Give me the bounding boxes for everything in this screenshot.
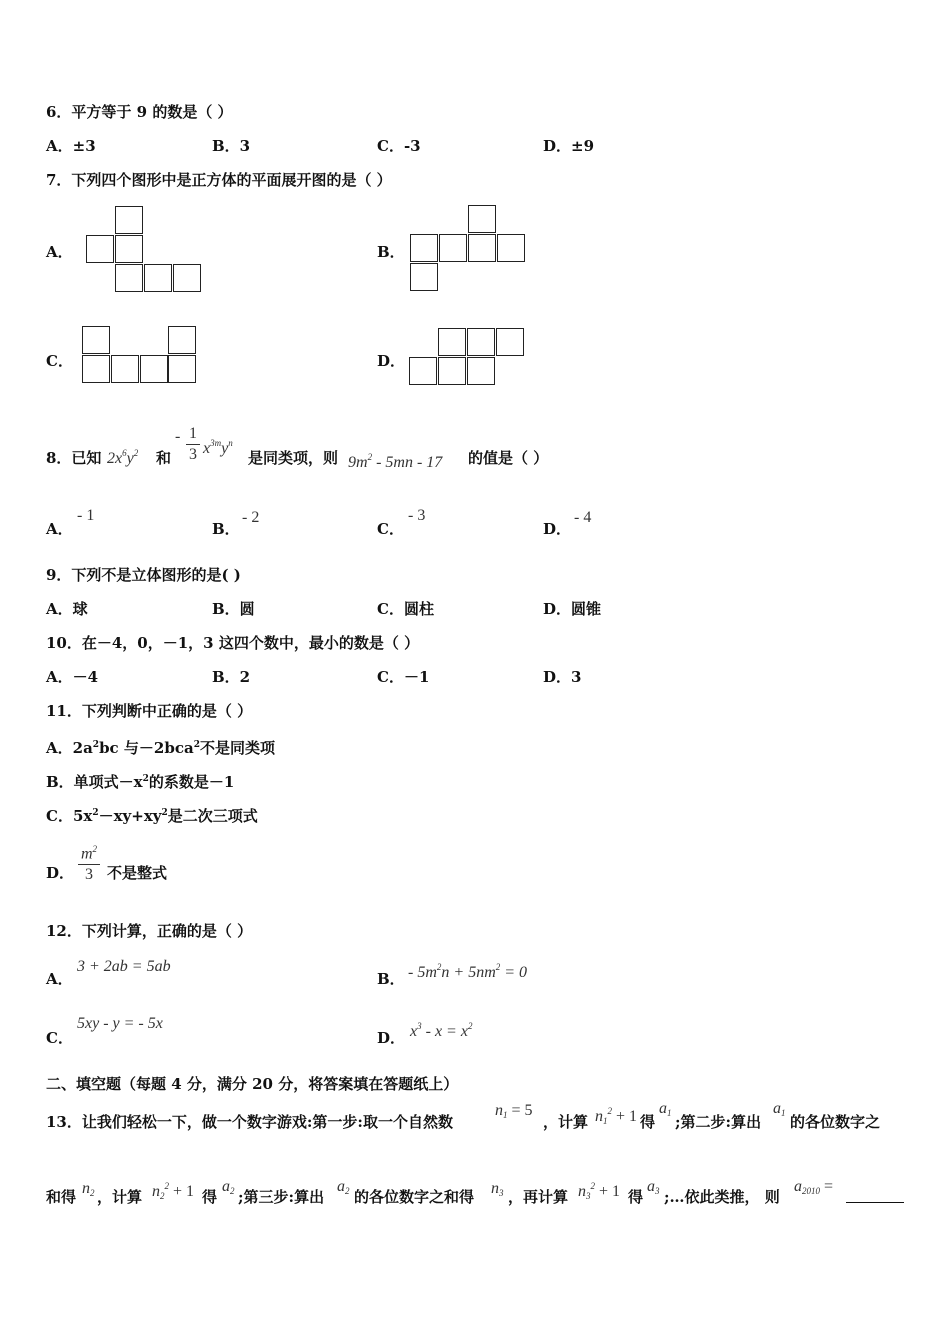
q13-a2-again: $a_2$	[337, 1178, 350, 1196]
q13-line1-e: 的各位数字之	[790, 1113, 881, 1131]
q9-stem: 9．下列不是立体图形的是( )	[46, 566, 241, 584]
q6-option-c: C．-3	[377, 137, 421, 155]
q11-option-b: B．单项式$-x^2$的系数是－1	[46, 773, 235, 791]
q13-line2-b: ，计算	[97, 1188, 143, 1206]
q7-label-c: C．	[46, 352, 73, 370]
q13-a2: $a_2$	[222, 1178, 235, 1196]
q13-line1-b: ，计算	[543, 1113, 589, 1131]
q8-value-a: - 1	[77, 507, 95, 524]
q13-a3: $a_3$	[647, 1178, 660, 1196]
q11-option-c: C．$5x^2-xy+xy^2$是二次三项式	[46, 807, 258, 825]
q13-a1-again: $a_1$	[773, 1100, 786, 1118]
q12-label-c: C．	[46, 1029, 73, 1047]
q7-label-d: D．	[377, 352, 406, 370]
q12-expr-a: 3 + 2ab = 5ab	[77, 958, 171, 975]
q6-stem: 6．平方等于 9 的数是（ ）	[46, 103, 233, 121]
q7-label-a: A．	[46, 243, 73, 261]
q8-label-b: B．	[212, 520, 240, 538]
q12-expr-b: - $5m^2n + 5nm^2 = 0$	[408, 962, 528, 981]
q8-value-d: - 4	[574, 509, 592, 526]
q9-option-d: D．圆锥	[543, 600, 602, 618]
q11-option-d-text: 不是整式	[107, 864, 168, 882]
q8-expression: $9m^2 - 5mn - 17$	[348, 452, 443, 471]
q12-expr-d: $x^3 - x = x^2$	[410, 1021, 473, 1040]
q13-n2: $n_2$	[82, 1180, 95, 1198]
q10-option-b: B．2	[212, 668, 251, 686]
q13-line2-f: ，再计算	[508, 1188, 569, 1206]
q8-suffix: 的值是（ ）	[468, 449, 549, 467]
q12-label-b: B．	[377, 970, 405, 988]
q13-line2-d: ;第三步:算出	[238, 1188, 325, 1206]
q13-line1-c: 得	[640, 1113, 656, 1131]
q8-and: 和	[156, 449, 172, 467]
q13-line1-d: ;第二步:算出	[675, 1113, 762, 1131]
q9-option-b: B．圆	[212, 600, 255, 618]
q6-option-d: D．±9	[543, 137, 595, 155]
q13-line2-c: 得	[202, 1188, 218, 1206]
q8-label-d: D．	[543, 520, 572, 538]
q13-a2010: $a_{2010}$ =	[794, 1178, 834, 1196]
q10-option-c: C．－1	[377, 668, 430, 686]
q13-calc2: $n_2^2 + 1$	[152, 1181, 195, 1201]
q13-line2-e: 的各位数字之和得	[354, 1188, 475, 1206]
q12-expr-c: 5xy - y = - 5x	[77, 1015, 163, 1032]
q12-stem: 12．下列计算，正确的是（ ）	[46, 922, 253, 940]
q8-term1: $2x^6y^2$	[107, 448, 139, 467]
q13-calc3: $n_3^2 + 1$	[578, 1181, 621, 1201]
q10-stem: 10．在－4，0，－1，3 这四个数中，最小的数是（ ）	[46, 634, 420, 652]
q7-stem: 7．下列四个图形中是正方体的平面展开图的是（ ）	[46, 171, 392, 189]
q9-option-a: A．球	[46, 600, 88, 618]
q13-line2-g: 得	[628, 1188, 644, 1206]
q8-label-c: C．	[377, 520, 404, 538]
q13-n3: $n_3$	[491, 1180, 504, 1198]
q8-middle: 是同类项，则	[248, 449, 339, 467]
q13-calc1: $n_1^2 + 1$	[595, 1106, 638, 1126]
q13-line1-a: 13．让我们轻松一下，做一个数字游戏:第一步:取一个自然数	[46, 1113, 453, 1131]
q6-option-b: B．3	[212, 137, 251, 155]
q13-n1: $n_1 = 5$	[495, 1102, 533, 1120]
q6-option-a: A．±3	[46, 137, 96, 155]
q11-option-d-label: D．	[46, 864, 75, 882]
q10-option-d: D．3	[543, 668, 582, 686]
q13-answer-blank[interactable]	[846, 1201, 904, 1203]
q8-term2-sign: -	[175, 428, 181, 445]
q8-prefix: 8．已知	[46, 449, 102, 467]
q12-label-a: A．	[46, 970, 73, 988]
section-2-title: 二、填空题（每题 4 分，满分 20 分，将答案填在答题纸上）	[46, 1075, 459, 1093]
q7-label-b: B．	[377, 243, 405, 261]
q8-label-a: A．	[46, 520, 73, 538]
q13-a1: $a_1$	[659, 1100, 672, 1118]
q13-line2-h: ;…依此类推， 则	[664, 1188, 780, 1206]
q8-term2-fraction: 1 3	[186, 425, 200, 464]
q9-option-c: C．圆柱	[377, 600, 434, 618]
q13-line2-a: 和得	[46, 1188, 77, 1206]
q8-term2-vars: $x^{3m}y^n$	[203, 438, 233, 457]
q11-stem: 11．下列判断中正确的是（ ）	[46, 702, 253, 720]
q12-label-d: D．	[377, 1029, 406, 1047]
q11-option-d-fraction: $m^2$ 3	[78, 840, 100, 884]
q10-option-a: A．－4	[46, 668, 99, 686]
q11-option-a: A．$2a^2bc$ 与－2bca$^2$不是同类项	[46, 739, 275, 757]
q8-value-c: - 3	[408, 507, 426, 524]
q8-value-b: - 2	[242, 509, 260, 526]
